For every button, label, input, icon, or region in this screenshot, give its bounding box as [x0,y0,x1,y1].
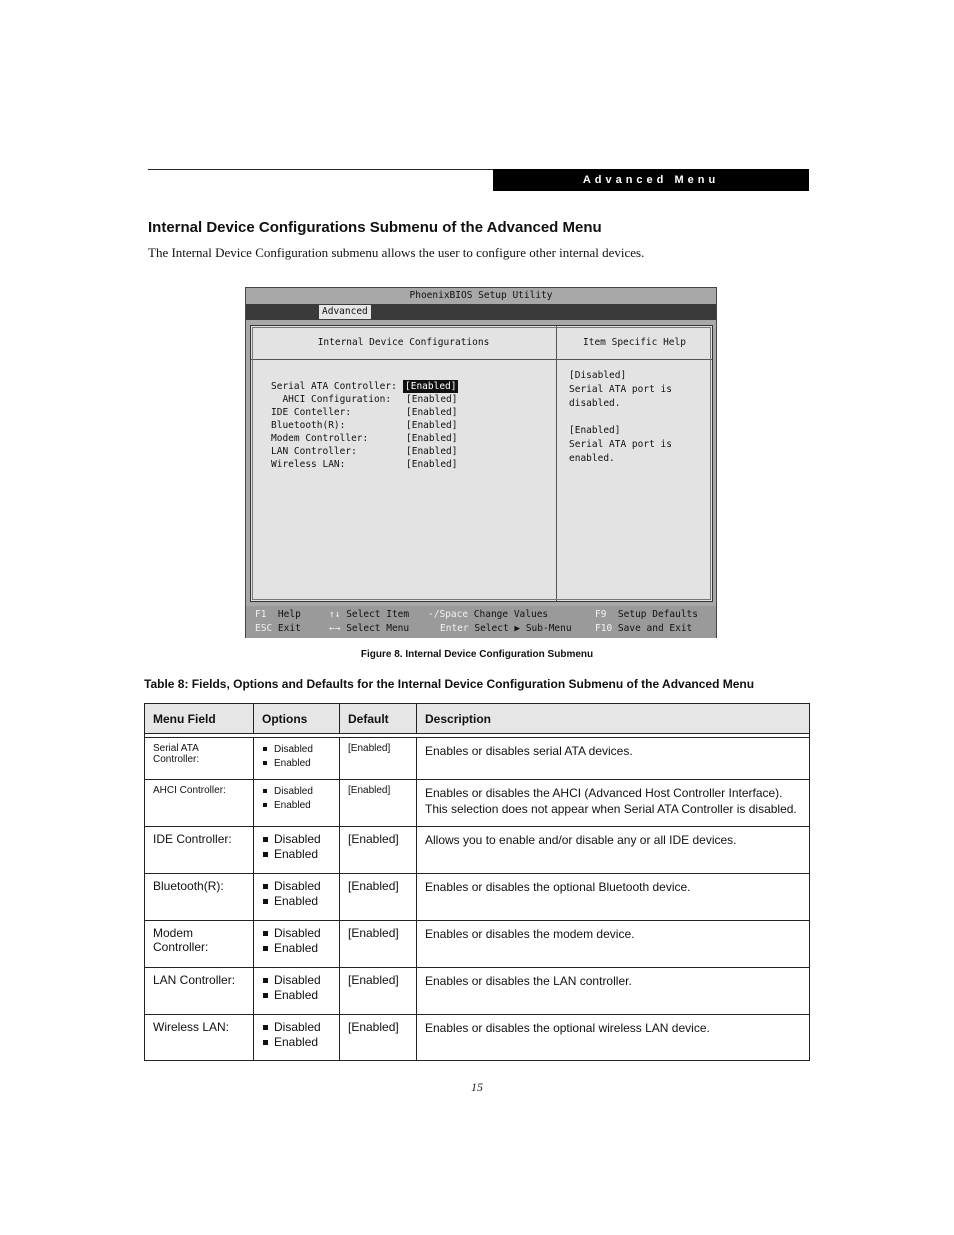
description-cell: Allows you to enable and/or disable any or all IDE devices. [417,827,810,874]
option-item: Disabled [262,832,331,847]
bios-setting-value[interactable]: [Enabled] [406,407,458,418]
column-header: Menu Field [145,704,254,734]
bullet-icon [263,899,268,904]
bios-help-line: Serial ATA port is [569,439,672,450]
bios-setting-label: Serial ATA Controller: [271,381,397,392]
default-cell: [Enabled] [340,738,417,780]
bios-main-panel [250,325,713,602]
options-cell [254,780,340,827]
bios-setting-row[interactable] [271,432,457,445]
bios-title: PhoenixBIOS Setup Utility [409,290,553,301]
page-number: 15 [471,1080,483,1094]
description-cell: Enables or disables serial ATA devices. [417,738,810,780]
options-cell [254,827,340,874]
field-cell: IDE Controller: [145,827,254,874]
table-header-row [145,704,810,734]
table-row [145,968,810,1015]
option-item: Disabled [262,743,331,757]
option-item: Enabled [262,847,331,862]
bios-key-f9[interactable]: F9 Setup Defaults [595,609,698,620]
bios-help-line: disabled. [569,398,621,409]
bios-key-f1[interactable]: F1 Help [255,609,301,620]
section-heading: Internal Device Configurations Submenu of the Advanced Menu [148,219,602,236]
default-cell: [Enabled] [340,921,417,968]
bios-help-line: [Disabled] [569,370,627,381]
bios-help-title: Item Specific Help [583,337,686,348]
description-cell: Enables or disables the AHCI (Advanced Host Controller Interface). This selection does not appear when Serial ATA Controller is disabled. [417,780,810,827]
bios-key-esc[interactable]: ESC Exit [255,623,301,634]
bios-setting-value[interactable]: [Enabled] [406,394,458,405]
bios-setting-label: Modem Controller: [271,433,369,444]
field-cell: AHCI Controller: [145,780,254,827]
column-header: Default [340,704,417,734]
table-row [145,874,810,921]
description-cell: Enables or disables the optional wireless LAN device. [417,1015,810,1061]
table-row [145,921,810,968]
default-cell: [Enabled] [340,827,417,874]
bios-screen [245,287,717,638]
bios-help-line: enabled. [569,453,615,464]
bullet-icon [263,1025,268,1030]
bios-key-select-item[interactable]: ↑↓ Select Item [329,609,410,620]
bios-setting-label: Wireless LAN: [271,459,346,470]
default-cell: [Enabled] [340,1015,417,1061]
default-cell: [Enabled] [340,874,417,921]
field-cell: Bluetooth(R): [145,874,254,921]
description-cell: Enables or disables the modem device. [417,921,810,968]
bullet-icon [263,931,268,936]
option-item: Enabled [262,1035,331,1050]
table-row [145,1015,810,1061]
options-cell [254,874,340,921]
field-cell: LAN Controller: [145,968,254,1015]
field-cell: Wireless LAN: [145,1015,254,1061]
default-cell: [Enabled] [340,968,417,1015]
column-header: Description [417,704,810,734]
bios-setting-value[interactable]: [Enabled] [405,381,457,392]
bios-header-divider [251,359,712,360]
option-item: Disabled [262,879,331,894]
bullet-icon [263,789,267,793]
spec-table [144,703,810,1061]
table-caption: Table 8: Fields, Options and Defaults for the Internal Device Configuration Submenu of the Advanced Menu [144,677,755,691]
bios-setting-row[interactable] [271,445,457,458]
bullet-icon [263,761,267,765]
bullet-icon [263,978,268,983]
bios-key-select-menu[interactable]: ←→ Select Menu [329,623,410,634]
bullet-icon [263,884,268,889]
table-row [145,780,810,827]
bios-setting-row[interactable] [271,393,457,406]
option-item: Disabled [262,785,331,799]
option-item: Enabled [262,757,331,771]
bullet-icon [263,852,268,857]
table-row [145,827,810,874]
option-item: Enabled [262,941,331,956]
description-cell: Enables or disables the LAN controller. [417,968,810,1015]
bullet-icon [263,946,268,951]
options-cell [254,1015,340,1061]
option-item: Enabled [262,799,331,813]
bios-tab-advanced[interactable]: Advanced [319,305,371,319]
bios-help-line: Serial ATA port is [569,384,672,395]
bios-panel-title: Internal Device Configurations [317,337,490,348]
table-row [145,738,810,780]
options-cell [254,968,340,1015]
option-item: Disabled [262,926,331,941]
options-cell [254,921,340,968]
bullet-icon [263,1040,268,1045]
bios-setting-label: LAN Controller: [271,446,357,457]
bios-setting-value[interactable]: [Enabled] [406,433,458,444]
bios-key-change-values[interactable]: -/Space Change Values [428,609,549,620]
option-item: Enabled [262,894,331,909]
bios-menubar [246,304,716,320]
intro-paragraph: The Internal Device Configuration submenu allows the user to configure other internal devices. [148,245,645,260]
description-cell: Enables or disables the optional Bluetooth device. [417,874,810,921]
bios-setting-value[interactable]: [Enabled] [406,420,458,431]
bios-key-enter[interactable]: Enter Select ▶ Sub-Menu [440,623,572,634]
bios-key-f10[interactable]: F10 Save and Exit [595,623,693,634]
default-cell: [Enabled] [340,780,417,827]
bios-setting-value[interactable]: [Enabled] [406,446,458,457]
bullet-icon [263,837,268,842]
field-cell: Serial ATA Controller: [145,738,254,780]
bios-setting-label: IDE Conteller: [271,407,352,418]
bios-setting-label: Bluetooth(R): [271,420,346,431]
option-item: Disabled [262,1020,331,1035]
option-item: Disabled [262,973,331,988]
bios-setting-label: AHCI Configuration: [271,394,392,405]
bios-setting-value[interactable]: [Enabled] [406,459,458,470]
bullet-icon [263,993,268,998]
bios-setting-row[interactable] [271,406,457,419]
field-cell: Modem Controller: [145,921,254,968]
section-tab: Advanced Menu [493,169,809,191]
column-header: Options [254,704,340,734]
option-item: Enabled [262,988,331,1003]
bios-setting-row[interactable] [271,419,457,432]
bullet-icon [263,747,267,751]
bullet-icon [263,803,267,807]
bios-setting-row[interactable] [271,380,458,393]
bios-footer [246,606,716,638]
bios-setting-row[interactable] [271,458,457,471]
bios-divider [556,326,557,601]
options-cell [254,738,340,780]
bios-help-line: [Enabled] [569,425,621,436]
figure-caption: Figure 8. Internal Device Configuration Submenu [360,649,594,660]
